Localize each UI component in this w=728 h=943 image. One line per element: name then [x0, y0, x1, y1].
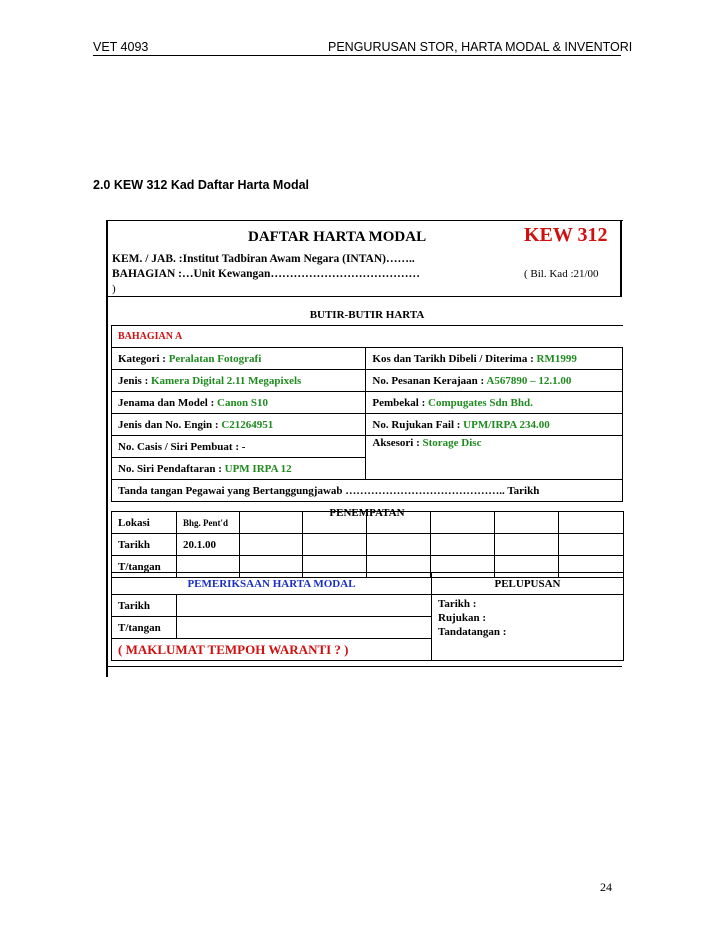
- aksesori-cell: [366, 436, 623, 480]
- pelupusan-tandatangan: Tandatangan :: [438, 626, 507, 638]
- kos-value: RM1999: [536, 352, 577, 365]
- pesanan-cell: [366, 370, 623, 392]
- tandatangan-row: Tanda tangan Pegawai yang Bertanggungjawab …………………………………….. Tarikh: [112, 480, 623, 502]
- jenis-label: Jenis :: [118, 374, 151, 387]
- rujukan-label: No. Rujukan Fail :: [372, 418, 464, 431]
- rujukan-cell: [366, 414, 623, 436]
- pemeriksaan-heading: PEMERIKSAAN HARTA MODAL: [112, 573, 432, 595]
- pembekal-value: Compugates Sdn Bhd.: [428, 396, 533, 409]
- penempatan-table: [111, 511, 624, 578]
- pelupusan-cell: [432, 595, 624, 661]
- jenis-cell: [112, 370, 366, 392]
- pesanan-value: A567890 – 12.1.00: [486, 374, 572, 387]
- pemeriksaan-table: [111, 572, 624, 661]
- lokasi-cell: [431, 512, 495, 534]
- bil-kad-close: ): [112, 283, 116, 295]
- pesanan-label: No. Pesanan Kerajaan :: [372, 374, 487, 387]
- lokasi-cell: [303, 512, 367, 534]
- siri-cell: [112, 458, 366, 480]
- header-divider: [93, 55, 621, 56]
- page-number: 24: [600, 880, 612, 894]
- butir-table: [111, 304, 623, 523]
- form-bottom-line: [106, 666, 622, 667]
- aksesori-value: Storage Disc: [422, 437, 482, 449]
- pemeriksaan-ttangan-label: T/tangan: [112, 617, 177, 639]
- siri-value: UPM IRPA 12: [224, 462, 292, 475]
- form-frame-right: [620, 220, 622, 296]
- pelupusan-heading: PELUPUSAN: [432, 573, 624, 595]
- lokasi-cell: [240, 512, 303, 534]
- lokasi-value: Bhg. Pent'd: [177, 512, 240, 534]
- kategori-cell: [112, 348, 366, 370]
- rujukan-value: UPM/IRPA 234.00: [463, 418, 550, 431]
- bahagian-a: BAHAGIAN A: [112, 326, 623, 348]
- bil-kad: ( Bil. Kad :21/00: [524, 268, 599, 280]
- tarikh-cell: [367, 534, 431, 556]
- jenis-value: Kamera Digital 2.11 Megapixels: [151, 374, 302, 387]
- tarikh-cell: [303, 534, 367, 556]
- jenama-cell: [112, 392, 366, 414]
- meta-divider: [106, 296, 622, 297]
- tarikh-cell: [559, 534, 624, 556]
- lokasi-cell: [495, 512, 559, 534]
- header-right: PENGURUSAN STOR, HARTA MODAL & INVENTORI: [328, 40, 633, 54]
- lokasi-label: Lokasi: [112, 512, 177, 534]
- aksesori-label: Aksesori :: [372, 437, 423, 449]
- kos-label: Kos dan Tarikh Dibeli / Diterima :: [372, 352, 537, 365]
- lokasi-cell: [559, 512, 624, 534]
- casis-cell: No. Casis / Siri Pembuat : -: [112, 436, 366, 458]
- engin-label: Jenis dan No. Engin :: [118, 418, 222, 431]
- bahagian-line: BAHAGIAN :…Unit Kewangan…………………………………: [112, 268, 420, 280]
- butir-heading: BUTIR-BUTIR HARTA: [112, 304, 623, 326]
- tarikh-cell: [431, 534, 495, 556]
- pemeriksaan-ttangan-cell: [177, 617, 432, 639]
- kategori-label: Kategori :: [118, 352, 169, 365]
- waranti-warning: ( MAKLUMAT TEMPOH WARANTI ? ): [112, 639, 432, 661]
- jenama-label: Jenama dan Model :: [118, 396, 217, 409]
- siri-label: No. Siri Pendaftaran :: [118, 462, 225, 475]
- engin-cell: [112, 414, 366, 436]
- form-code: KEW 312: [524, 224, 608, 246]
- pelupusan-tarikh: Tarikh :: [438, 598, 477, 610]
- penempatan-heading: PENEMPATAN: [112, 502, 623, 524]
- tarikh-cell: [240, 534, 303, 556]
- engin-value: C21264951: [221, 418, 274, 431]
- jenama-value: Canon S10: [217, 396, 269, 409]
- form-title: DAFTAR HARTA MODAL: [248, 229, 427, 245]
- pembekal-cell: [366, 392, 623, 414]
- tarikh-label: Tarikh: [112, 534, 177, 556]
- tarikh-cell: [495, 534, 559, 556]
- ttangan-label: T/tangan: [112, 556, 177, 578]
- header-left: VET 4093: [93, 40, 149, 54]
- section-title: 2.0 KEW 312 Kad Daftar Harta Modal: [93, 178, 310, 192]
- pembekal-label: Pembekal :: [372, 396, 428, 409]
- kategori-value: Peralatan Fotografi: [168, 352, 262, 365]
- pelupusan-rujukan: Rujukan :: [438, 612, 486, 624]
- lokasi-cell: [367, 512, 431, 534]
- tarikh-value: 20.1.00: [177, 534, 240, 556]
- kos-cell: [366, 348, 623, 370]
- pemeriksaan-tarikh-label: Tarikh: [112, 595, 177, 617]
- pemeriksaan-tarikh-cell: [177, 595, 432, 617]
- kem-jab-line: KEM. / JAB. :Institut Tadbiran Awam Negara (INTAN)……..: [112, 253, 415, 265]
